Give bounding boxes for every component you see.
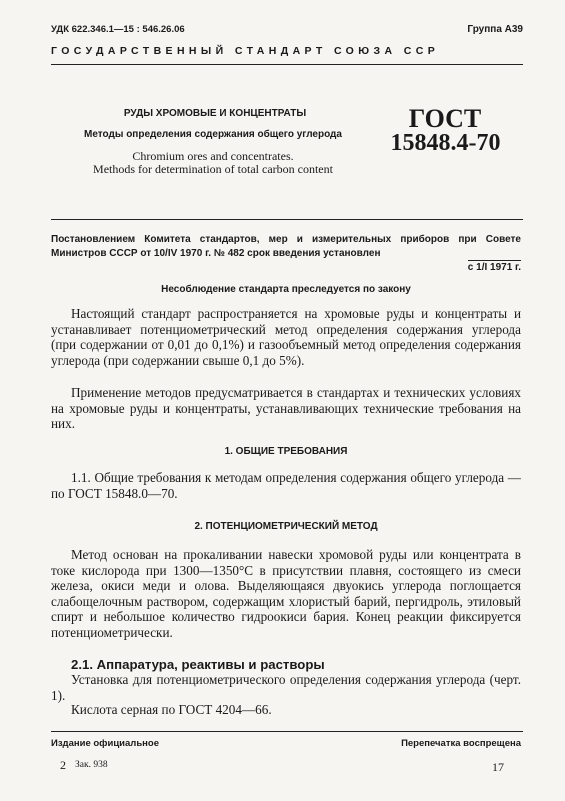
order-number: Зак. 938 bbox=[75, 760, 108, 770]
group-code: Группа А39 bbox=[467, 24, 523, 35]
title-en-line-1: Chromium ores and concentrates. bbox=[132, 149, 294, 163]
section-1-heading: 1. ОБЩИЕ ТРЕБОВАНИЯ bbox=[224, 446, 348, 457]
udk-code: УДК 622.346.1—15 : 546.26.06 bbox=[51, 24, 185, 35]
subsection-2-1-heading: 2.1. Аппаратура, реактивы и растворы bbox=[71, 657, 325, 672]
decree-date: с 1/I 1971 г. bbox=[467, 262, 521, 273]
top-divider bbox=[51, 64, 523, 65]
bottom-divider bbox=[51, 731, 523, 732]
section-2-paragraph: Метод основан на прокаливании навески хромовой руды или концентрата в токе кислорода при 1300—1350°С в присутствии плавня, состоящего из смеси железа, окиси меди и олова. Выделяющаяся двуокись углерода поглощается слабощелочным раствором, содержащим хлористый барий, пергидроль, этиловый спирт и небольшое количество гидроокиси бария. Конец реакции фиксируется потенциометрически. bbox=[51, 547, 521, 640]
intro-paragraph-2: Применение методов предусматривается в стандартах и технических условиях на хромовые руды и концентраты, устанавливающих технические требования на них. bbox=[51, 385, 521, 431]
subsection-2-1-paragraph-2: Кислота серная по ГОСТ 4204—66. bbox=[71, 702, 272, 717]
gost-label: ГОСТ bbox=[408, 104, 482, 133]
intro-paragraph-1: Настоящий стандарт распространяется на хромовые руды и концентраты и устанавливает потенциометрический метод определения содержания углерода (при содержании от 0,01 до 0,1%) и газообъемный метод определения содержания углерода (при содержании свыше 0,1 до 5%). bbox=[51, 306, 521, 368]
document-title-en bbox=[58, 150, 368, 176]
middle-divider bbox=[51, 219, 523, 220]
document-subtitle-ru: Методы определения содержания общего углерода bbox=[84, 129, 342, 140]
section-2-heading: 2. ПОТЕНЦИОМЕТРИЧЕСКИЙ МЕТОД bbox=[194, 521, 378, 532]
edition-note: Издание официальное bbox=[51, 738, 159, 749]
signature-number: 2 bbox=[60, 758, 66, 772]
document-title-ru: РУДЫ ХРОМОВЫЕ И КОНЦЕНТРАТЫ bbox=[123, 108, 307, 119]
gost-number: 15848.4-70 bbox=[390, 130, 501, 156]
page-number: 17 bbox=[492, 760, 504, 774]
section-1-paragraph: 1.1. Общие требования к методам определения содержания общего углерода — по ГОСТ 15848.0—70. bbox=[51, 470, 521, 501]
title-en-line-2: Methods for determination of total carbon content bbox=[93, 162, 333, 176]
legal-notice: Несоблюдение стандарта преследуется по закону bbox=[161, 284, 411, 295]
subsection-2-1-paragraph-1: Установка для потенциометрического определения содержания углерода (черт. 1). bbox=[51, 672, 521, 703]
decree-text: Постановлением Комитета стандартов, мер и измерительных приборов при Совете Министров СССР от 10/IV 1970 г. № 482 срок введения установлен bbox=[51, 234, 521, 259]
standard-banner: ГОСУДАРСТВЕННЫЙ СТАНДАРТ СОЮЗА ССР bbox=[51, 45, 440, 57]
reprint-note: Перепечатка воспрещена bbox=[401, 738, 521, 749]
